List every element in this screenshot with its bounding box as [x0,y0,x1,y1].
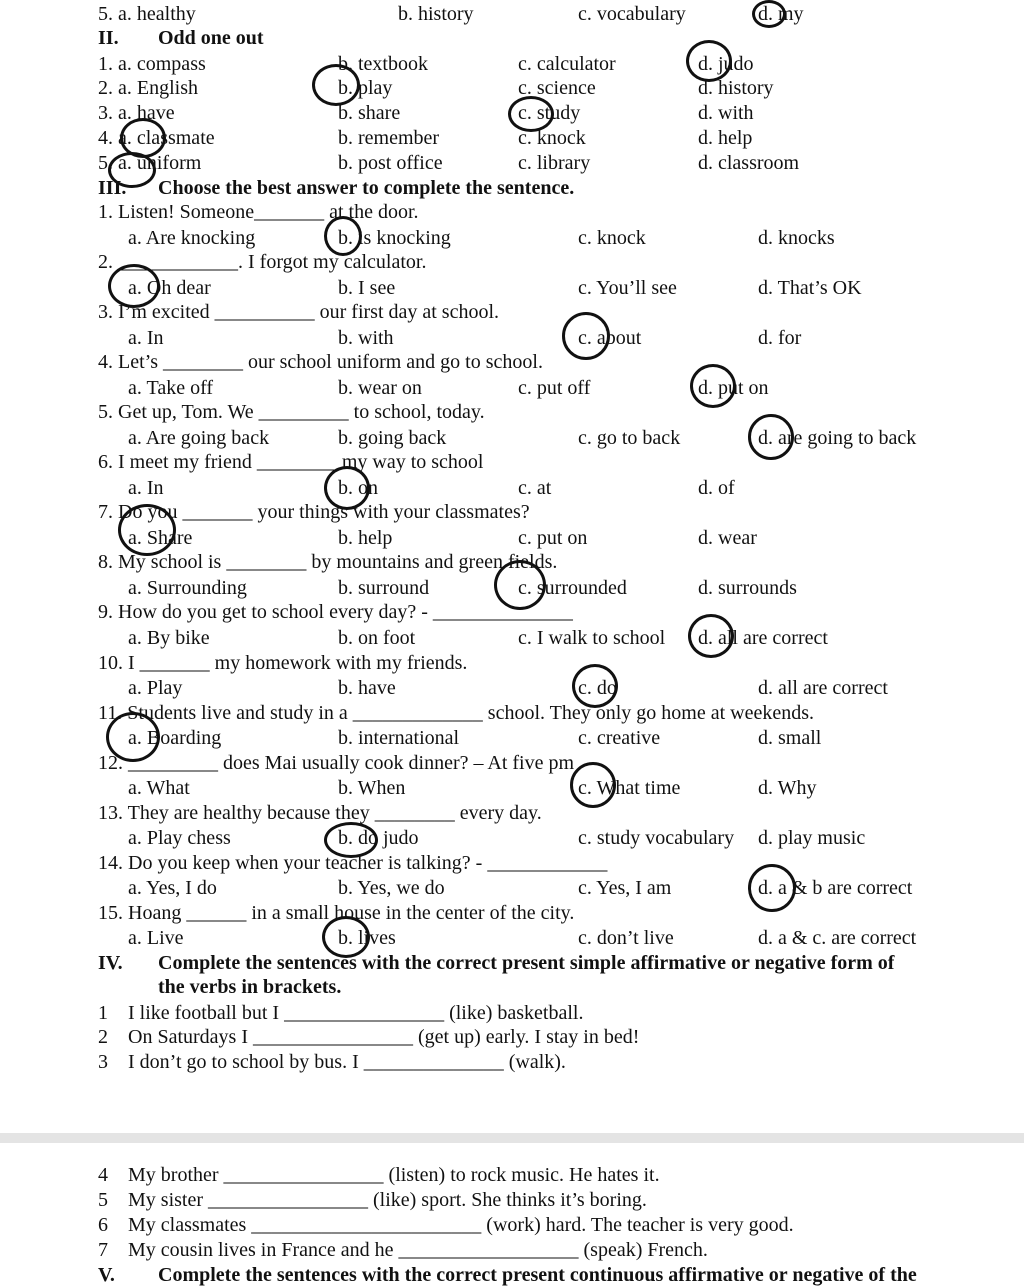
line-text: 8. My school is ________ by mountains and green fields. [98,551,558,573]
line-text: Choose the best answer to complete the sentence. [158,177,575,199]
page-break-divider [0,1133,1024,1143]
line-text: III. [98,177,127,199]
line-text: a. Play chess [128,827,231,849]
line-text: c. go to back [578,427,681,449]
line-text: On Saturdays I ________________ (get up) early. I stay in bed! [128,1026,640,1048]
line-text: a. Boarding [128,727,222,749]
line-text: d. Why [758,777,817,799]
line-text: b. Yes, we do [338,877,445,899]
line-text: c. science [518,77,596,99]
line-text: a. Yes, I do [128,877,217,899]
line-text: d. play music [758,827,866,849]
line-text: c. do [578,677,617,699]
line-text: 3 [98,1051,108,1073]
line-text: d. all are correct [758,677,888,699]
line-text: 6. I meet my friend ________ my way to school [98,451,484,473]
line-text: 2 [98,1026,108,1048]
line-text: a. Share [128,527,193,549]
line-text: d. with [698,102,754,124]
line-text: 13. They are healthy because they ________ every day. [98,802,542,824]
line-text: V. [98,1264,115,1286]
line-text: c. creative [578,727,661,749]
line-text: c. put off [518,377,591,399]
line-text: 3. I’m excited __________ our first day at school. [98,301,500,323]
line-text: the verbs in brackets. [158,976,342,998]
line-text: a. Take off [128,377,214,399]
line-text: 2. ____________. I forgot my calculator. [98,251,427,273]
line-text: b. do judo [338,827,419,849]
line-text: b. wear on [338,377,422,399]
line-text: a. Play [128,677,183,699]
line-text: 5. a. healthy [98,3,196,25]
line-text: Odd one out [158,27,264,49]
line-text: 2. a. English [98,77,198,99]
line-text: 6 [98,1214,108,1236]
line-text: 11. Students live and study in a _____________ school. They only go home at weekends. [98,702,815,724]
line-text: b. on foot [338,627,416,649]
line-text: 4 [98,1164,108,1186]
line-text: I like football but I ________________ (like) basketball. [128,1002,584,1024]
line-text: b. going back [338,427,447,449]
line-text: d. knocks [758,227,835,249]
line-text: d. classroom [698,152,800,174]
line-text: b. help [338,527,393,549]
line-text: c. knock [578,227,646,249]
line-text: 14. Do you keep when your teacher is talking? - ____________ [98,852,608,874]
line-text: b. play [338,77,393,99]
line-text: b. When [338,777,406,799]
line-text: c. study [518,102,581,124]
line-text: 5. a. uniform [98,152,202,174]
line-text: d. for [758,327,802,349]
line-text: c. at [518,477,552,499]
line-text: d. help [698,127,753,149]
line-text: My brother ________________ (listen) to rock music. He hates it. [128,1164,660,1186]
line-text: Complete the sentences with the correct present simple affirmative or negative form of [158,952,895,974]
line-text: 4. Let’s ________ our school uniform and go to school. [98,351,543,373]
line-text: d. a & c. are correct [758,927,917,949]
line-text: d. a & b are correct [758,877,913,899]
line-text: b. is knocking [338,227,451,249]
line-text: d. history [698,77,774,99]
line-text: b. I see [338,277,396,299]
line-text: d. are going to back [758,427,917,449]
line-text: c. study vocabulary [578,827,735,849]
line-text: a. By bike [128,627,210,649]
line-text: II. [98,27,119,49]
line-text: c. don’t live [578,927,674,949]
line-text: c. I walk to school [518,627,666,649]
line-text: b. international [338,727,460,749]
line-text: c. surrounded [518,577,627,599]
line-text: a. Are going back [128,427,270,449]
line-text: b. textbook [338,53,428,75]
line-text: b. with [338,327,394,349]
line-text: b. on [338,477,378,499]
line-text: a. Surrounding [128,577,247,599]
line-text: d. put on [698,377,769,399]
line-text: b. remember [338,127,440,149]
line-text: c. calculator [518,53,616,75]
line-text: 7 [98,1239,108,1261]
line-text: b. share [338,102,401,124]
line-text: IV. [98,952,123,974]
line-text: d. small [758,727,822,749]
line-text: c. put on [518,527,588,549]
line-text: a. Live [128,927,184,949]
line-text: Complete the sentences with the correct present continuous affirmative or negative of the [158,1264,917,1286]
line-text: c. Yes, I am [578,877,672,899]
line-text: c. about [578,327,642,349]
line-text: c. library [518,152,591,174]
line-text: 7. Do you _______ your things with your classmates? [98,501,530,523]
line-text: 4. a. classmate [98,127,215,149]
line-text: d. surrounds [698,577,797,599]
line-text: b. have [338,677,396,699]
line-text: c. What time [578,777,681,799]
line-text: d. wear [698,527,757,549]
line-text: 5 [98,1189,108,1211]
line-text: I don’t go to school by bus. I ______________ (walk). [128,1051,566,1073]
line-text: 1. a. compass [98,53,206,75]
line-text: My classmates _______________________ (work) hard. The teacher is very good. [128,1214,794,1236]
line-text: d. That’s OK [758,277,862,299]
line-text: d. my [758,3,804,25]
line-text: 15. Hoang ______ in a small house in the center of the city. [98,902,575,924]
line-text: d. judo [698,53,754,75]
line-text: b. lives [338,927,396,949]
line-text: a. In [128,477,164,499]
line-text: b. post office [338,152,443,174]
line-text: a. What [128,777,190,799]
line-text: a. Oh dear [128,277,211,299]
line-text: d. all are correct [698,627,828,649]
line-text: My sister ________________ (like) sport. She thinks it’s boring. [128,1189,647,1211]
line-text: b. history [398,3,474,25]
line-text: 10. I _______ my homework with my friends. [98,652,468,674]
line-text: My cousin lives in France and he __________________ (speak) French. [128,1239,708,1261]
line-text: a. In [128,327,164,349]
line-text: d. of [698,477,735,499]
line-text: b. surround [338,577,430,599]
line-text: c. vocabulary [578,3,686,25]
line-text: 3. a. have [98,102,175,124]
line-text: 9. How do you get to school every day? - ______________ [98,601,573,623]
line-text: 1 [98,1002,108,1024]
line-text: a. Are knocking [128,227,256,249]
line-text: 1. Listen! Someone_______ at the door. [98,201,419,223]
line-text: c. knock [518,127,586,149]
line-text: 5. Get up, Tom. We _________ to school, today. [98,401,485,423]
line-text: c. You’ll see [578,277,677,299]
line-text: 12. _________ does Mai usually cook dinner? – At five pm [98,752,575,774]
